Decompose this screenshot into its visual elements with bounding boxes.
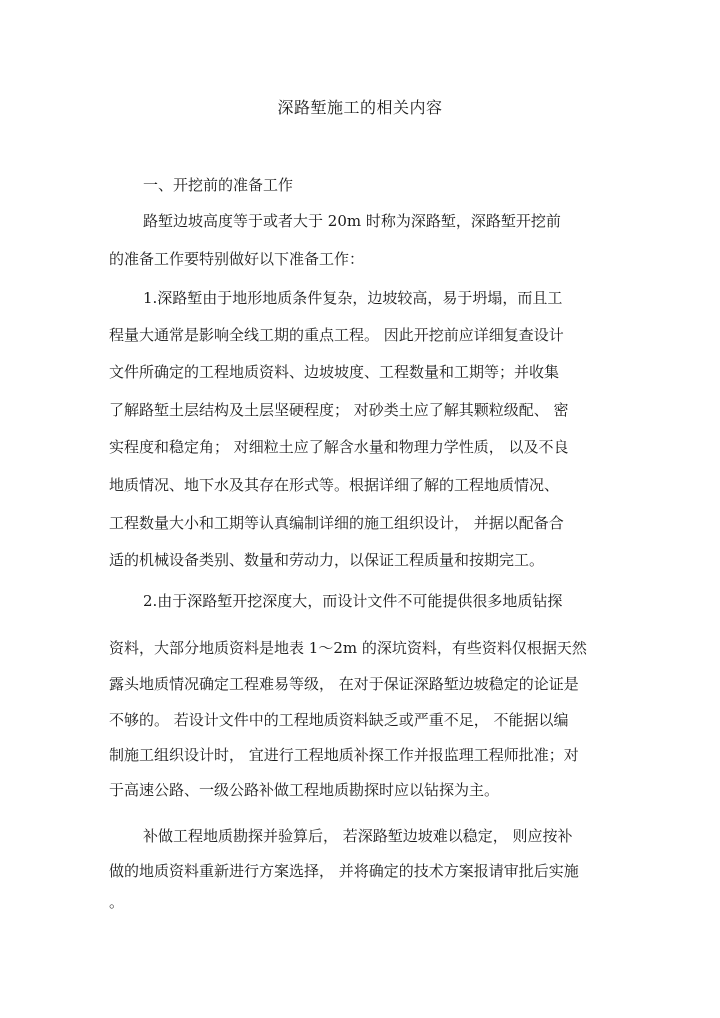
document-title: 深路堑施工的相关内容 (277, 98, 443, 117)
paragraph-line: 不够的。 若设计文件中的工程地质资料缺乏或严重不足， 不能据以编 (109, 711, 569, 729)
paragraph-line: 露头地质情况确定工程难易等级， 在对于保证深路堑边坡稳定的论证是 (109, 675, 579, 693)
paragraph-line: 做的地质资料重新进行方案选择， 并将确定的技术方案报请审批后实施 (109, 862, 579, 880)
paragraph-line: 文件所确定的工程地质资料、边坡坡度、工程数量和工期等；并收集 (109, 363, 560, 381)
paragraph-line: 于高速公路、一级公路补做工程地质勘探时应以钻探为主。 (109, 781, 500, 799)
paragraph-line: 实程度和稳定角； 对细粒土应了解含水量和物理力学性质， 以及不良 (109, 438, 569, 456)
paragraph-line: 1.深路堑由于地形地质条件复杂，边坡较高，易于坍塌，而且工 (143, 289, 563, 307)
paragraph-line: 适的机械设备类别、数量和劳动力，以保证工程质量和按期完工。 (109, 551, 545, 569)
paragraph-line: 2.由于深路堑开挖深度大，而设计文件不可能提供很多地质钻探 (143, 592, 563, 610)
paragraph-line: 路堑边坡高度等于或者大于 20m 时称为深路堑，深路堑开挖前 (143, 212, 561, 230)
paragraph-line: 资料，大部分地质资料是地表 1～2m 的深坑资料，有些资料仅根据天然 (109, 639, 587, 657)
section-heading: 一、开挖前的准备工作 (143, 176, 294, 194)
paragraph-line: 补做工程地质勘探并验算后， 若深路堑边坡难以稳定， 则应按补 (143, 827, 573, 845)
paragraph-line: 地质情况、地下水及其存在形式等。根据详细了解的工程地质情况、 (109, 476, 560, 494)
paragraph-line: 。 (109, 893, 125, 911)
paragraph-line: 制施工组织设计时， 宜进行工程地质补探工作并报监理工程师批准；对 (109, 746, 579, 764)
paragraph-line: 的准备工作要特别做好以下准备工作： (109, 250, 365, 268)
paragraph-line: 程量大通常是影响全线工期的重点工程。 因此开挖前应详细复查设计 (109, 326, 564, 344)
paragraph-line: 了解路堑土层结构及土层坚硬程度； 对砂类土应了解其颗粒级配、 密 (109, 401, 569, 419)
paragraph-line: 工程数量大小和工期等认真编制详细的施工组织设计， 并据以配备合 (109, 514, 564, 532)
